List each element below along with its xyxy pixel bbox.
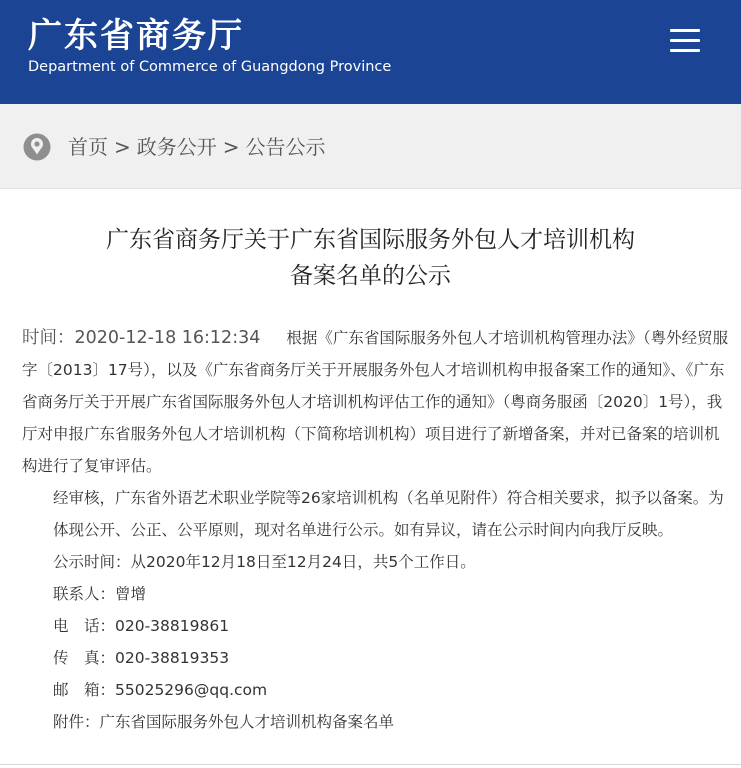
article-title bbox=[0, 222, 741, 294]
site-title[interactable]: 广东省商务厅 bbox=[28, 16, 244, 56]
attachment-link[interactable]: 附件：广东省国际服务外包人才培训机构备案名单 bbox=[53, 713, 395, 731]
breadcrumb-announcements-link[interactable]: 公告公示 bbox=[245, 135, 326, 159]
breadcrumb-separator: > bbox=[222, 135, 240, 159]
contact-email: 邮 箱：55025296@qq.com bbox=[53, 681, 268, 699]
paragraph-text: 根据《广东省国际服务外包人才培训机构管理办法》（粤外经贸服字〔2013〕17号），以及《广东省商务厅关于开展服务外包人才培训机构申报备案工作的通知》、《广东省商务厅关于开展广东省国际服务外包人才培训机构评估工作的通知》（粤商务服函〔2020〕1号），我厅对申报广东省服务外包人才培训机构（下简称培训机构）项目进行了新增备案，并对已备案的培训机构进行了复审评估。 bbox=[22, 329, 729, 475]
location-pin-icon bbox=[22, 132, 52, 162]
article-paragraph bbox=[22, 322, 734, 482]
breadcrumb bbox=[68, 133, 326, 161]
menu-bar bbox=[670, 49, 700, 52]
contact-fax: 传 真：020-38819353 bbox=[53, 649, 230, 667]
article-title-line: 备案名单的公示 bbox=[290, 263, 451, 289]
hamburger-menu-icon[interactable] bbox=[664, 22, 704, 58]
breadcrumb-government-affairs-link[interactable]: 政务公开 bbox=[136, 135, 217, 159]
attachment bbox=[22, 706, 734, 738]
article-body bbox=[22, 322, 734, 738]
article-title-line: 广东省商务厅关于广东省国际服务外包人才培训机构 bbox=[106, 227, 635, 253]
breadcrumb-bar bbox=[0, 104, 741, 189]
article-paragraph: 经审核，广东省外语艺术职业学院等26家培训机构（名单见附件）符合相关要求，拟予以备案。为体现公开、公正、公平原则，现对名单进行公示。如有异议，请在公示时间内向我厅反映。 bbox=[53, 489, 724, 539]
breadcrumb-separator: > bbox=[114, 135, 131, 159]
publish-time: 时间：2020-12-18 16:12:34 bbox=[22, 328, 261, 348]
menu-bar bbox=[670, 39, 700, 42]
menu-bar bbox=[670, 29, 700, 32]
site-header bbox=[0, 0, 741, 104]
contact-phone: 电 话：020-38819861 bbox=[53, 617, 230, 635]
notice-period: 公示时间：从2020年12月18日至12月24日，共5个工作日。 bbox=[53, 553, 476, 571]
breadcrumb-home-link[interactable]: 首页 bbox=[68, 135, 108, 159]
contact-person: 联系人：曾增 bbox=[53, 585, 147, 603]
site-subtitle: Department of Commerce of Guangdong Province bbox=[28, 59, 392, 75]
divider bbox=[0, 764, 741, 765]
